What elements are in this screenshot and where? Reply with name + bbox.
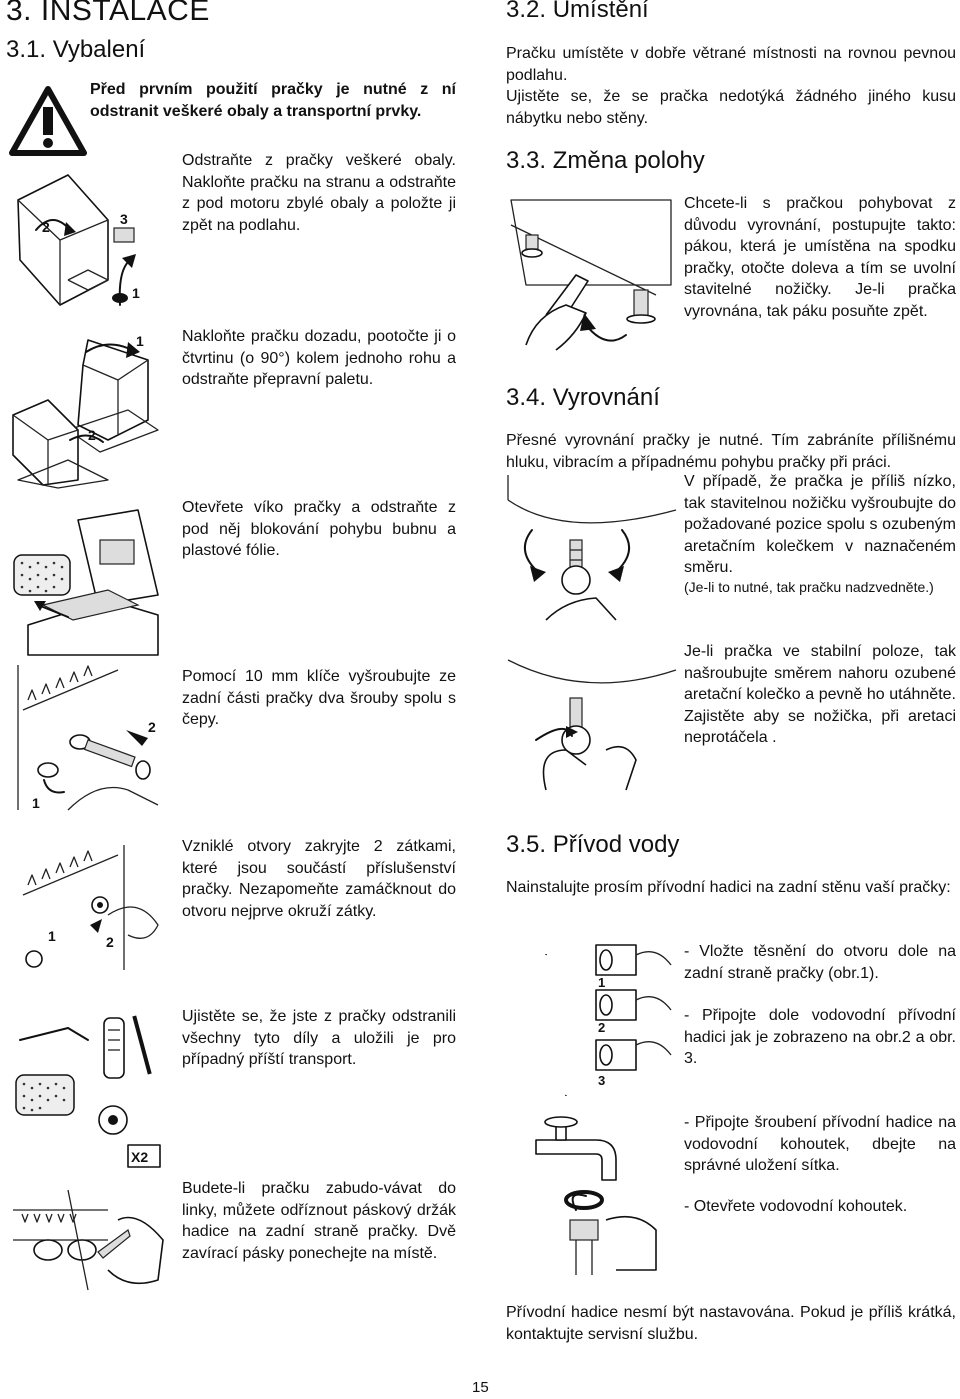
section-heading-placement: 3.2. Umístění — [506, 0, 649, 23]
water-item-4: - Otevřete vodovodní kohoutek. — [684, 1198, 908, 1215]
lock-nut-illustration — [506, 640, 678, 800]
water-tap-illustration — [506, 1110, 678, 1280]
leveling-intro: Přesné vyrovnání pračky je nutné. Tím zabráníte přílišnému hluku, vibracím a případnému pohybu pračky při práci. — [506, 432, 956, 471]
lever-illustration — [506, 195, 676, 355]
fig2-label-1: 1 — [136, 333, 144, 349]
leveling-note: (Je-li to nutné, tak pračku nadzvedněte.) — [684, 579, 934, 595]
unpacking-step-3: Otevřete víko pračky a odstraňte z pod něj blokování pohybu bubnu a plastové fólie. — [182, 499, 456, 559]
tilt-machine-illustration — [8, 170, 168, 315]
unpacking-step-6: Ujistěte se, že jste z pračky odstranili všechny tyto díly a uložili je pro případný příští transport. — [182, 1008, 456, 1068]
water-item-3: - Připojte šroubení přívodní hadice na vodovodní kohoutek, dbejte na správné uložení sítka. — [684, 1114, 956, 1174]
page-number: 15 — [472, 1379, 489, 1396]
fig2-label-2: 2 — [88, 427, 96, 443]
section-heading-water: 3.5. Přívod vody — [506, 831, 680, 858]
pallet-illustration — [8, 330, 168, 490]
placement-text-1: Pračku umístěte v dobře větrané místnosti na rovnou pevnou podlahu. — [506, 45, 956, 84]
water-intro: Nainstalujte prosím přívodní hadici na zadní stěnu vaší pračky: — [506, 879, 951, 896]
fig1-label-1: 1 — [132, 285, 140, 301]
page-title: 3. INSTALACE — [6, 0, 210, 27]
plugs-illustration — [8, 835, 168, 975]
transport-parts-illustration — [8, 1010, 168, 1175]
unpacking-step-7: Budete-li pračku zabudo-vávat do linky, můžete odříznout páskový držák hadice na zadní straně pračky. Dvě zavírací pásky ponechejte na místě. — [182, 1180, 456, 1262]
moving-text: Chcete-li s pračkou pohybovat z důvodu vyrovnání, postupujte takto: pákou, která je umístěna na spodku pračky, otočte doleva a tím se uvolní stavitelné nožičky. Je-li pračka vyrovnána, tak páku posuňte zpět. — [684, 195, 956, 320]
water-fig-label-2: 2 — [598, 1020, 606, 1035]
fig5-label-1: 1 — [48, 928, 56, 944]
unpacking-step-1: Odstraňte z pračky veškeré obaly. Nakloňte pračku na stranu a odstraňte z pod motoru zbylé obaly a položte ji zpět na podlahu. — [182, 152, 456, 234]
water-item-1: - Vložte těsnění do otvoru dole na zadní straně pračky (obr.1). — [684, 943, 956, 982]
section-heading-unpacking: 3.1. Vybalení — [6, 36, 146, 63]
fig5-label-2: 2 — [106, 934, 114, 950]
section-heading-moving: 3.3. Změna polohy — [506, 147, 705, 174]
water-fig-label-3: 3 — [598, 1073, 606, 1088]
water-fig-label-1: 1 — [598, 975, 606, 990]
fig4-label-1: 1 — [32, 795, 40, 811]
fig6-label-x2: X2 — [131, 1149, 149, 1165]
leveling-text-1: V případě, že pračka je příliš nízko, tak stavitelnou nožičku vyšroubujte do požadované pozice spolu s ozubeným aretačním kolečkem v naznačeném směru. — [684, 473, 956, 576]
open-lid-illustration — [8, 505, 168, 655]
warning-triangle-icon — [8, 85, 88, 157]
unpacking-step-2: Nakloňte pračku dozadu, pootočte ji o čtvrtinu (o 90°) kolem jednoho rohu a odstraňte přepravní paletu. — [182, 328, 456, 388]
leveling-text-2: Je-li pračka ve stabilní poloze, tak našroubujte směrem nahoru ozubené aretační kolečko a pevně ho utáhněte. Zajistěte aby se nožička, při aretaci neprotáčela . — [684, 643, 956, 746]
fig1-label-3: 3 — [120, 211, 128, 227]
hose-connection-illustration — [506, 935, 678, 1100]
section-heading-leveling: 3.4. Vyrovnání — [506, 384, 660, 411]
foot-adjust-illustration — [506, 470, 678, 630]
hose-holder-cut-illustration — [8, 1180, 168, 1300]
unpacking-step-4: Pomocí 10 mm klíče vyšroubujte ze zadní části pračky dva šrouby spolu s čepy. — [182, 668, 456, 728]
water-footer: Přívodní hadice nesmí být nastavována. Pokud je příliš krátká, kontaktujte servisní službu. — [506, 1304, 956, 1343]
warning-text: Před prvním použití pračky je nutné z ní odstranit veškeré obaly a transportní prvky. — [90, 81, 456, 120]
fig1-label-2: 2 — [42, 219, 50, 235]
water-item-2: - Připojte dole vodovodní přívodní hadici jak je zobrazeno na obr.2 a obr. 3. — [684, 1007, 956, 1067]
fig4-label-2: 2 — [148, 719, 156, 735]
placement-text-2: Ujistěte se, že se pračka nedotýká žádného jiného kusu nábytku nebo stěny. — [506, 88, 956, 127]
unpacking-step-5: Vzniklé otvory zakryjte 2 zátkami, které jsou součástí příslušenství pračky. Nezapomeňte zamáčknout do otvoru nejprve okruží zátky. — [182, 838, 456, 920]
rear-screws-illustration — [8, 660, 168, 820]
